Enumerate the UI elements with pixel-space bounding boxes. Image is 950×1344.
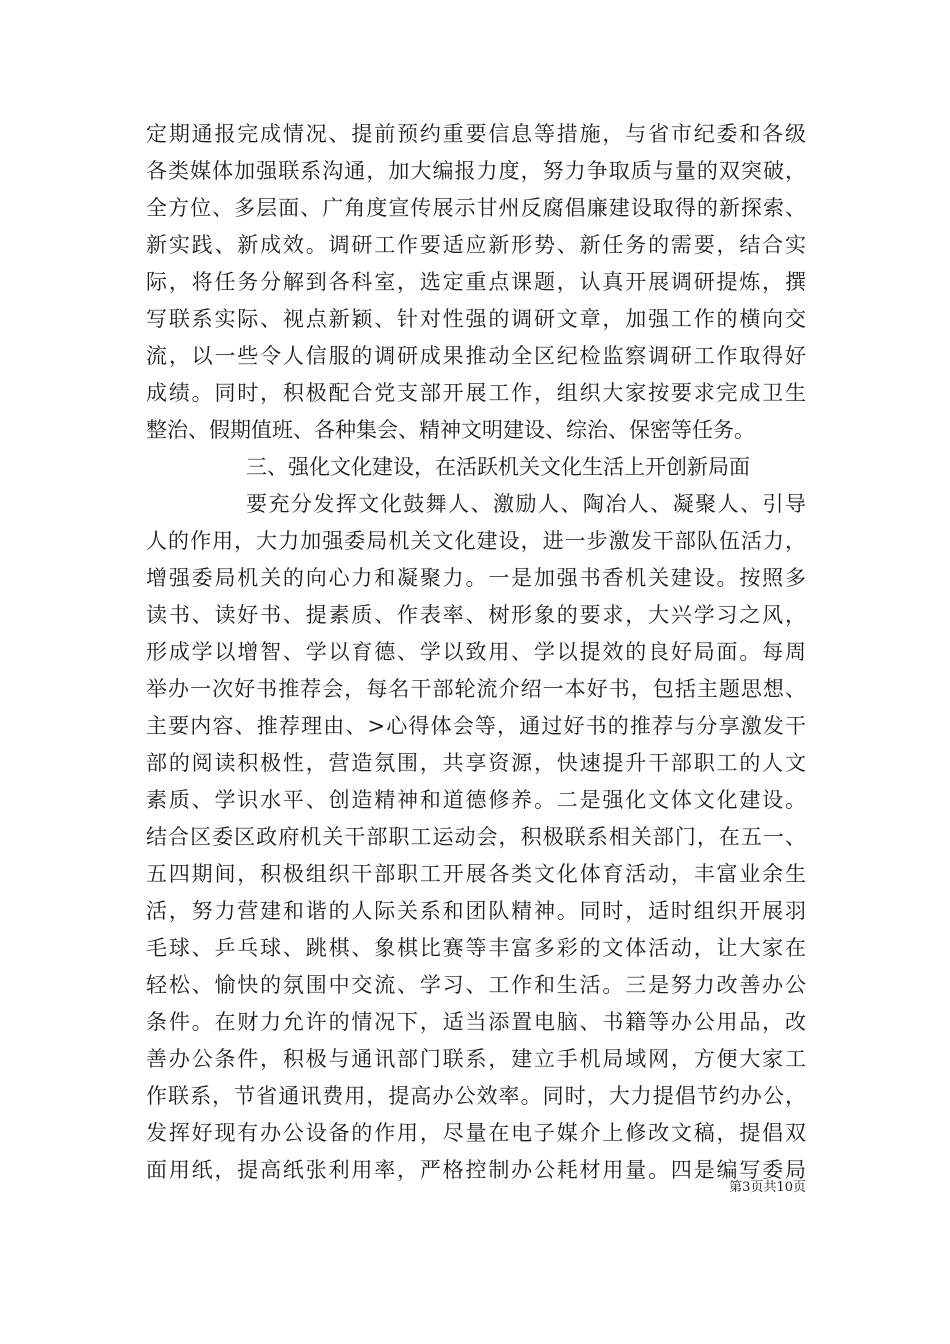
text-line: 活，努力营建和谐的人际关系和团队精神。同时，适时组织开展羽 [146, 899, 806, 923]
text-line: 五四期间，积极组织干部职工开展各类文化体育活动，丰富业余生 [146, 862, 806, 886]
text-line: 素质、学识水平、创造精神和道德修养。二是强化文体文化建设。 [146, 788, 806, 812]
page-number: 第3页共10页 [729, 1180, 806, 1195]
text-line: 结合区委区政府机关干部职工运动会，积极联系相关部门，在五一、 [146, 825, 806, 849]
document-body [146, 116, 806, 1189]
section-heading: 三、强化文化建设，在活跃机关文化生活上开创新局面 [246, 455, 750, 479]
text-line: 全方位、多层面、广角度宣传展示甘州反腐倡廉建设取得的新探索、 [146, 196, 806, 220]
text-line: 要充分发挥文化鼓舞人、激励人、陶冶人、凝聚人、引导 [246, 492, 806, 516]
text-line: 形成学以增智、学以育德、学以致用、学以提效的良好局面。每周 [146, 640, 806, 664]
text-line: 新实践、新成效。调研工作要适应新形势、新任务的需要，结合实 [146, 233, 806, 257]
text-line: 部的阅读积极性，营造氛围，共享资源，快速提升干部职工的人文 [146, 751, 806, 775]
text-line: 主要内容、推荐理由、>心得体会等，通过好书的推荐与分享激发干 [146, 714, 806, 738]
text-line: 写联系实际、视点新颖、针对性强的调研文章，加强工作的横向交 [146, 307, 806, 331]
paragraph-1 [146, 116, 806, 449]
text-line: 作联系，节省通讯费用，提高办公效率。同时，大力提倡节约办公， [146, 1084, 806, 1108]
text-line: 毛球、乒乓球、跳棋、象棋比赛等丰富多彩的文体活动，让大家在 [146, 936, 806, 960]
paragraph-2 [146, 486, 806, 1189]
text-line: 增强委局机关的向心力和凝聚力。一是加强书香机关建设。按照多 [146, 566, 806, 590]
text-line: 际，将任务分解到各科室，选定重点课题，认真开展调研提炼，撰 [146, 270, 806, 294]
text-line: 善办公条件，积极与通讯部门联系，建立手机局域网，方便大家工 [146, 1047, 806, 1071]
text-line: 流，以一些令人信服的调研成果推动全区纪检监察调研工作取得好 [146, 344, 806, 368]
text-line: 举办一次好书推荐会，每名干部轮流介绍一本好书，包括主题思想、 [146, 677, 806, 701]
text-line: 定期通报完成情况、提前预约重要信息等措施，与省市纪委和各级 [146, 122, 806, 146]
text-line: 条件。在财力允许的情况下，适当添置电脑、书籍等办公用品，改 [146, 1010, 806, 1034]
text-line: 面用纸，提高纸张利用率，严格控制办公耗材用量。四是编写委局 [146, 1158, 806, 1182]
text-line: 人的作用，大力加强委局机关文化建设，进一步激发干部队伍活力， [146, 529, 806, 553]
text-line: 轻松、愉快的氛围中交流、学习、工作和生活。三是努力改善办公 [146, 973, 806, 997]
text-line: 读书、读好书、提素质、作表率、树形象的要求，大兴学习之风， [146, 603, 806, 627]
text-line: 各类媒体加强联系沟通，加大编报力度，努力争取质与量的双突破， [146, 159, 806, 183]
text-line: 成绩。同时，积极配合党支部开展工作，组织大家按要求完成卫生 [146, 381, 806, 405]
text-line: 发挥好现有办公设备的作用，尽量在电子媒介上修改文稿，提倡双 [146, 1121, 806, 1145]
text-line: 整治、假期值班、各种集会、精神文明建设、综治、保密等任务。 [146, 418, 755, 442]
